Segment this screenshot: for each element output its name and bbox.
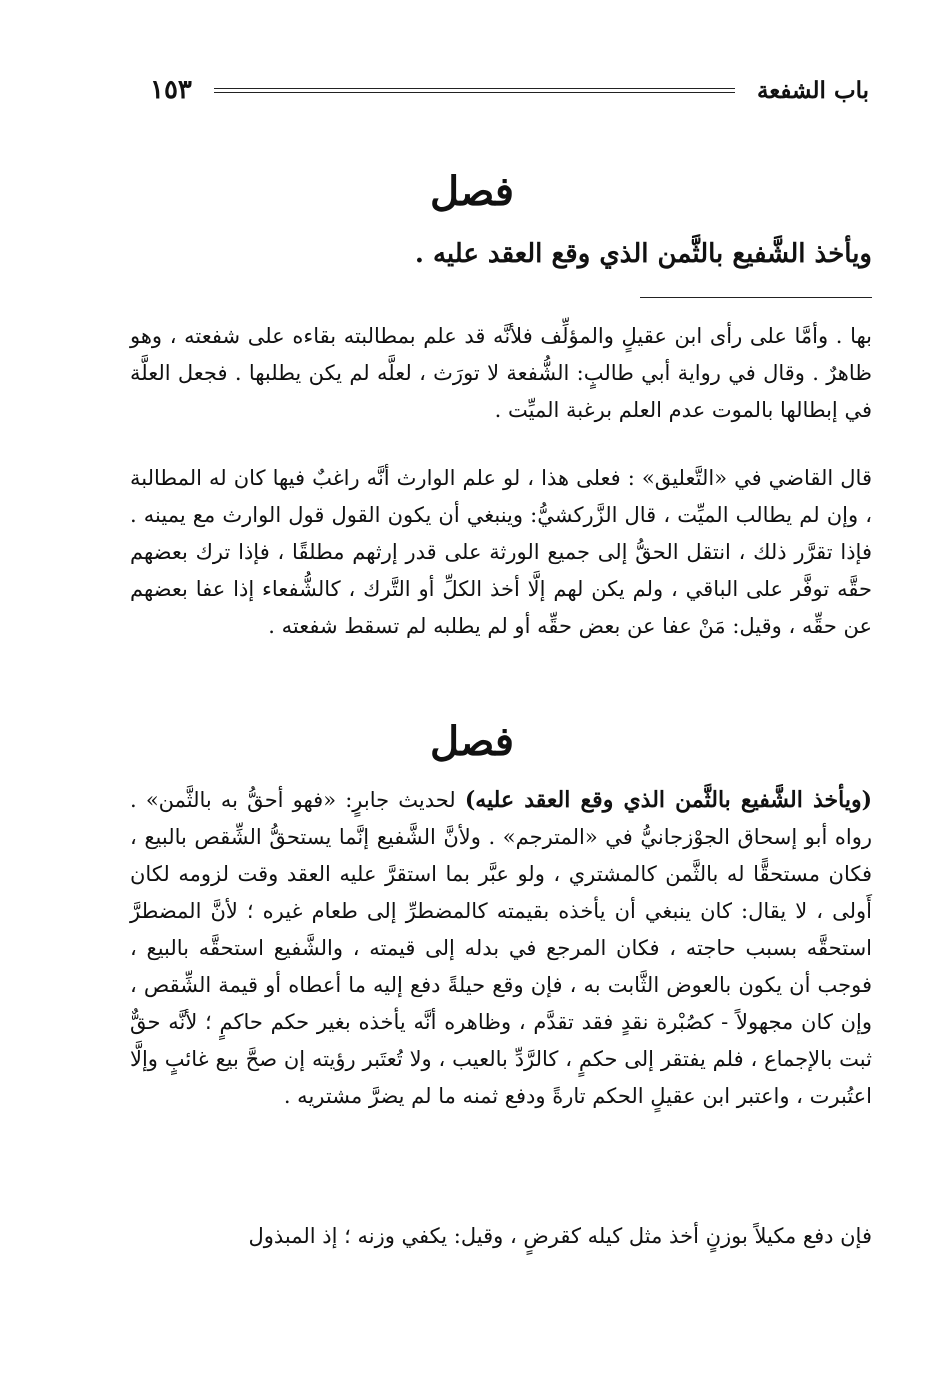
header-rule (214, 88, 735, 93)
footnote-divider (640, 297, 872, 298)
section-heading-1: فصل (429, 168, 515, 215)
paragraph-2: قال القاضي في «التَّعليق» : فعلى هذا ، لو علم الوارث أنَّه راغبٌ فيها كان له المطالبة ، وإن لم يطالب الميِّت ، قال الزَّركشيُّ: وينبغي أن يكون القول قول الوارث مع يمينه . فإذا تقرَّر ذلك ، انتقل الحقُّ إلى جميع الورثة على قدر إرثهم مطلقًا ، فإذا ترك بعضهم حقَّه توفَّر على الباقي ، ولم يكن لهم إلَّا أخذ الكلِّ أو التَّرك ، كالشُّفعاء إذا عفا بعضهم عن حقِّه ، وقيل: مَنْ عفا عن بعض حقِّه أو لم يطلبه لم تسقط شفعته . (130, 466, 872, 638)
page-number: ١٥٣ (150, 75, 192, 105)
paragraph-4: فإن دفع مكيلاً بوزنٍ أخذ مثل كيله كقرضٍ ، وقيل: يكفي وزنه ؛ إذ المبذول (248, 1224, 872, 1248)
chapter-title: باب الشفعة (756, 76, 869, 104)
section-heading-2: فصل (429, 718, 515, 765)
matn-quote: (ويأخذ الشَّفيع بالثَّمن الذي وقع العقد عليه) (464, 787, 872, 813)
paragraph-1: بها . وأمَّا على رأى ابن عقيلٍ والمؤلِّف فلأنَّه قد علم بمطالبته بقاءه على شفعته ، وهو ظاهرٌ . وقال في رواية أبي طالبٍ: الشُّفعة لا تورَث ، لعلَّه لم يكن يطلبها . فجعل العلَّة في إبطالها بالموت عدم العلم برغبة الميِّت . (130, 324, 872, 422)
commentary-text: لحديث جابرٍ: «فهو أحقُّ به بالثَّمن» . رواه أبو إسحاق الجوْزجانيُّ في «المترجم» . ولأنَّ الشَّفيع إنَّما يستحقُّ الشِّقص بالبيع ، فكان مستحقًّا له بالثَّمن كالمشتري ، ولو عبَّر بما استقرَّ عليه العقد وقت لزومه لكان أَولى ، لا يقال: كان ينبغي أن يأخذه بقيمته كالمضطرِّ إلى طعام غيره ؛ لأنَّ المضطرَّ استحقَّه بسبب حاجته ، فكان المرجع في بدله إلى قيمته ، والشَّفيع استحقَّه بالبيع ، فوجب أن يكون بالعوض الثَّابت به ، فإن وقع حيلةً دفع إليه ما أعطاه أو قيمة الشِّقص ، وإن كان مجهولاً - كصُبْرة نقدٍ فقد تقدَّم ، وظاهره أنَّه يأخذه بغير حكم حاكمٍ ؛ لأنَّه حقٌّ ثبت بالإجماع ، فلم يفتقر إلى حكمٍ ، كالرَّدِّ بالعيب ، ولا تُعتَبر رؤيته إن صحَّ بيع غائبٍ وإلَّا اعتُبرت ، واعتبر ابن عقيلٍ الحكم تارةً ودفع ثمنه ما لم يضرَّ مشتريه . (130, 788, 872, 1108)
matn-text: ويأخذ الشَّفيع بالثَّمن الذي وقع العقد عليه . (414, 239, 872, 269)
paragraph-3 (130, 782, 872, 1115)
running-header (150, 70, 869, 110)
